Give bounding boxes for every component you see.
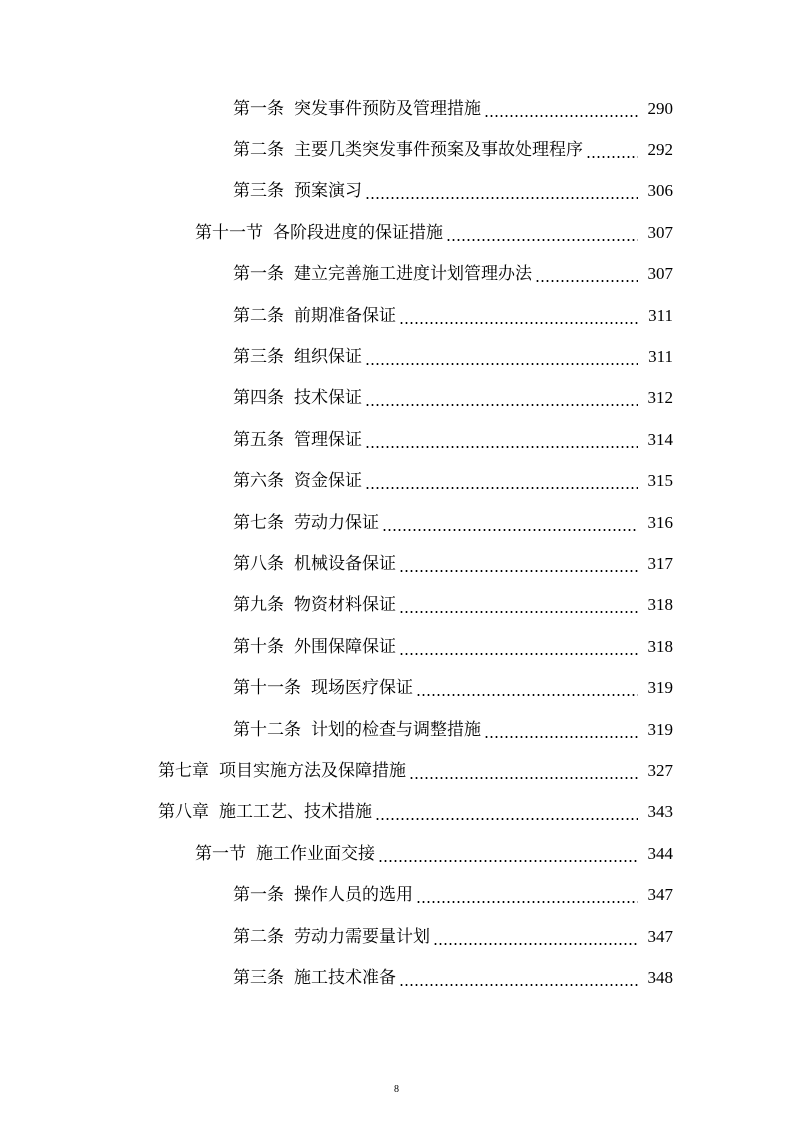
- toc-dot-leader: [365, 363, 638, 365]
- toc-entry-number: 第十一节: [195, 222, 263, 243]
- toc-entry-number: 第二条: [233, 926, 284, 947]
- toc-entry-number: 第二条: [233, 140, 284, 161]
- toc-entry-title: 管理保证: [294, 429, 362, 450]
- toc-entry-title: 劳动力保证: [294, 512, 379, 533]
- toc-entry-number: 第三条: [233, 967, 284, 988]
- toc-entry-page: 315: [647, 471, 673, 491]
- toc-entry-number: 第一节: [195, 843, 246, 864]
- toc-dot-leader: [399, 570, 638, 572]
- toc-entry-title: 资金保证: [294, 471, 362, 492]
- toc-dot-leader: [484, 115, 638, 117]
- toc-entry[interactable]: [0, 626, 793, 667]
- toc-entry-number: 第三条: [233, 347, 284, 368]
- toc-entry[interactable]: [0, 709, 793, 750]
- toc-entry-title: 项目实施方法及保障措施: [219, 760, 406, 781]
- toc-entry-page: 292: [647, 140, 673, 160]
- toc-entry-title: 计划的检查与调整措施: [311, 719, 481, 740]
- toc-entry-page: 317: [647, 553, 673, 573]
- toc-entry[interactable]: [0, 212, 793, 253]
- toc-entry-title: 劳动力需要量计划: [294, 926, 430, 947]
- toc-entry-page: 347: [647, 885, 673, 905]
- toc-entry-title: 物资材料保证: [294, 595, 396, 616]
- toc-entry[interactable]: [0, 88, 793, 129]
- toc-entry-number: 第四条: [233, 388, 284, 409]
- toc-entry-number: 第一条: [233, 98, 284, 119]
- toc-entry-number: 第二条: [233, 305, 284, 326]
- toc-entry-number: 第十二条: [233, 719, 301, 740]
- toc-entry-number: 第十条: [233, 636, 284, 657]
- toc-entry[interactable]: [0, 295, 793, 336]
- toc-dot-leader: [365, 446, 638, 448]
- toc-entry-title: 预案演习: [294, 181, 362, 202]
- toc-entry[interactable]: [0, 461, 793, 502]
- toc-entry-page: 319: [647, 678, 673, 698]
- toc-entry-page: 306: [647, 181, 673, 201]
- toc-entry[interactable]: [0, 336, 793, 377]
- toc-entry-page: 344: [647, 843, 673, 863]
- toc-entry-title: 各阶段进度的保证措施: [273, 222, 443, 243]
- toc-entry-number: 第七章: [158, 760, 209, 781]
- toc-entry-number: 第一条: [233, 885, 284, 906]
- toc-dot-leader: [399, 984, 638, 986]
- toc-entry-page: 311: [648, 347, 673, 367]
- toc-entry-page: 347: [647, 926, 673, 946]
- toc-entry-page: 348: [647, 967, 673, 987]
- toc-dot-leader: [365, 197, 638, 199]
- toc-dot-leader: [382, 529, 638, 531]
- toc-entry-page: 318: [647, 595, 673, 615]
- toc-entry[interactable]: [0, 543, 793, 584]
- toc-entry-number: 第八条: [233, 553, 284, 574]
- toc-entry-title: 施工技术准备: [294, 967, 396, 988]
- toc-entry-number: 第三条: [233, 181, 284, 202]
- toc-entry-page: 319: [647, 719, 673, 739]
- toc-entry-number: 第八章: [158, 802, 209, 823]
- toc-entry-number: 第六条: [233, 471, 284, 492]
- toc-entry[interactable]: [0, 129, 793, 170]
- toc-entry[interactable]: [0, 502, 793, 543]
- toc-entry[interactable]: [0, 378, 793, 419]
- toc-entry-page: 316: [647, 512, 673, 532]
- toc-entry-number: 第十一条: [233, 678, 301, 699]
- toc-entry[interactable]: [0, 419, 793, 460]
- toc-entry-page: 307: [647, 264, 673, 284]
- toc-entry-number: 第一条: [233, 264, 284, 285]
- toc-entry-title: 前期准备保证: [294, 305, 396, 326]
- toc-entry[interactable]: [0, 874, 793, 915]
- toc-dot-leader: [433, 943, 638, 945]
- toc-entry-page: 343: [647, 802, 673, 822]
- toc-entry-page: 314: [647, 429, 673, 449]
- toc-entry-title: 突发事件预防及管理措施: [294, 98, 481, 119]
- toc-entry[interactable]: [0, 750, 793, 791]
- toc-entry-page: 327: [647, 760, 673, 780]
- toc-dot-leader: [399, 653, 638, 655]
- toc-entry-title: 建立完善施工进度计划管理办法: [294, 264, 532, 285]
- toc-entry[interactable]: [0, 171, 793, 212]
- toc-entry[interactable]: [0, 833, 793, 874]
- toc-entry-title: 施工作业面交接: [256, 843, 375, 864]
- toc-entry-number: 第九条: [233, 595, 284, 616]
- toc-entry-number: 第七条: [233, 512, 284, 533]
- toc-dot-leader: [365, 487, 638, 489]
- toc-dot-leader: [399, 322, 638, 324]
- toc-entry[interactable]: [0, 916, 793, 957]
- toc-dot-leader: [416, 694, 638, 696]
- toc-entry-title: 机械设备保证: [294, 553, 396, 574]
- toc-dot-leader: [399, 611, 638, 613]
- toc-entry-title: 主要几类突发事件预案及事故处理程序: [294, 140, 583, 161]
- toc-entry-page: 318: [647, 636, 673, 656]
- toc-dot-leader: [409, 777, 638, 779]
- toc-entry-title: 施工工艺、技术措施: [219, 802, 372, 823]
- toc-dot-leader: [484, 736, 638, 738]
- toc-dot-leader: [586, 156, 638, 158]
- toc-dot-leader: [378, 860, 638, 862]
- toc-entry-title: 操作人员的选用: [294, 885, 413, 906]
- toc-entry[interactable]: [0, 585, 793, 626]
- toc-entry-title: 技术保证: [294, 388, 362, 409]
- toc-entry[interactable]: [0, 254, 793, 295]
- table-of-contents: [0, 88, 793, 999]
- toc-entry-title: 现场医疗保证: [311, 678, 413, 699]
- toc-entry[interactable]: [0, 667, 793, 708]
- page-number: 8: [394, 1084, 399, 1095]
- toc-entry[interactable]: [0, 792, 793, 833]
- toc-dot-leader: [375, 818, 638, 820]
- toc-dot-leader: [365, 404, 638, 406]
- toc-dot-leader: [535, 280, 638, 282]
- toc-entry-title: 外围保障保证: [294, 636, 396, 657]
- toc-entry-page: 307: [647, 222, 673, 242]
- toc-dot-leader: [416, 901, 638, 903]
- toc-entry-page: 290: [647, 98, 673, 118]
- toc-entry-title: 组织保证: [294, 347, 362, 368]
- toc-dot-leader: [446, 239, 638, 241]
- toc-entry-number: 第五条: [233, 429, 284, 450]
- toc-entry[interactable]: [0, 957, 793, 998]
- toc-entry-page: 312: [647, 388, 673, 408]
- toc-entry-page: 311: [648, 305, 673, 325]
